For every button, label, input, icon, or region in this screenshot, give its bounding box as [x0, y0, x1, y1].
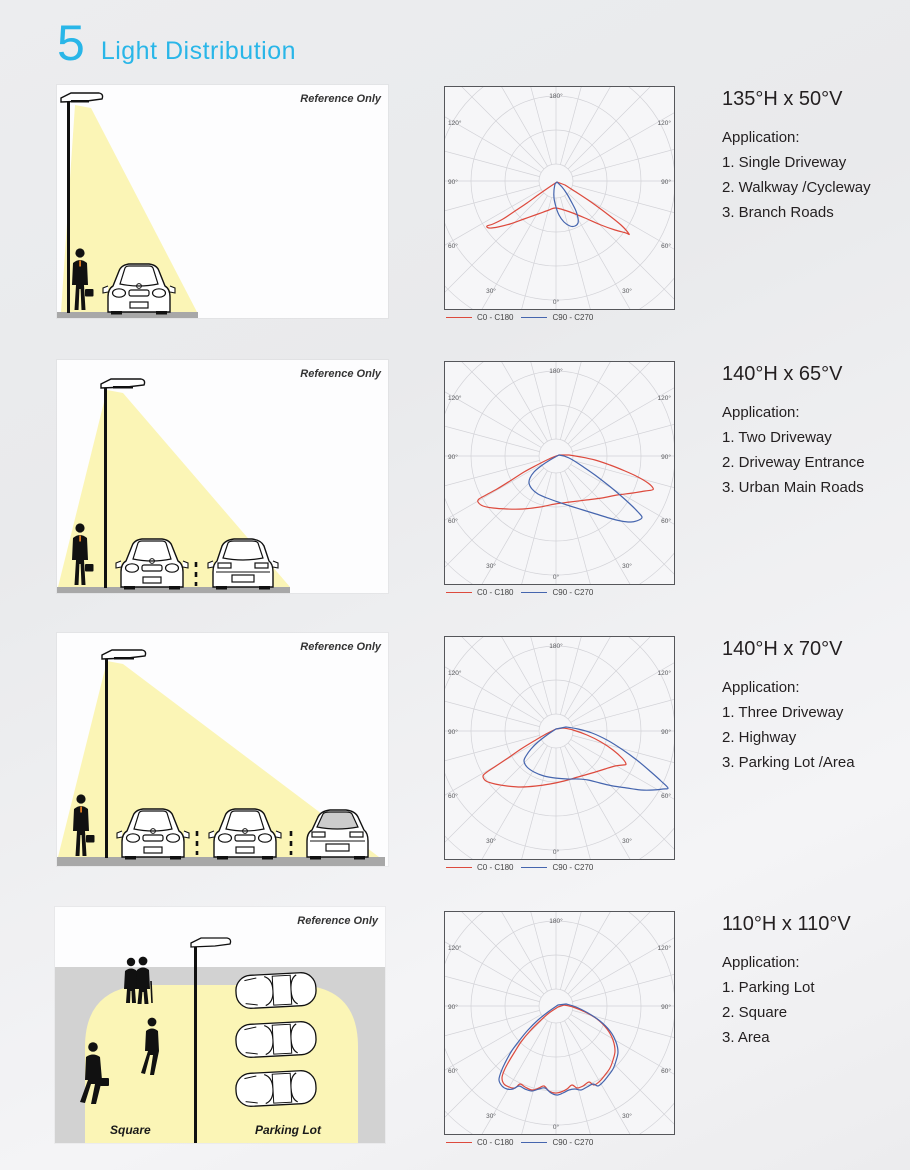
polar-angle-tick: 90° — [448, 454, 458, 461]
polar-angle-tick: 60° — [661, 243, 671, 250]
parking-lot-label: Parking Lot — [255, 1123, 322, 1137]
polar-angle-tick: 120° — [448, 670, 462, 677]
car-top-view — [235, 972, 317, 1009]
polar-angle-tick: 0° — [552, 1124, 560, 1131]
section-number: 5 — [57, 15, 85, 71]
ground — [57, 312, 198, 318]
c0-legend-label: C0 - C180 — [477, 862, 514, 872]
c90-legend-label: C90 - C270 — [552, 862, 594, 872]
section-header — [57, 15, 297, 71]
spec-block-3 — [722, 638, 902, 775]
street-scene-2 — [57, 360, 388, 593]
street-scene-1 — [57, 85, 388, 318]
polar-angle-tick: 90° — [448, 1004, 458, 1011]
chart-legend — [446, 311, 593, 323]
chart-legend — [446, 586, 593, 598]
reference-only-label: Reference Only — [300, 641, 381, 653]
polar-angle-tick: 180° — [549, 643, 563, 650]
c0-legend-line — [446, 592, 472, 593]
c90-legend-line — [521, 867, 547, 868]
application-item: 2. Driveway Entrance — [722, 454, 865, 471]
photometric-polar-chart — [445, 637, 674, 859]
chart-legend — [446, 861, 593, 873]
polar-angle-tick: 180° — [549, 93, 563, 100]
beam-angle-spec: 140°H x 65°V — [722, 363, 843, 385]
reference-only-label: Reference Only — [297, 915, 378, 927]
polar-angle-tick: 0° — [552, 299, 560, 306]
polar-angle-tick: 30° — [486, 1113, 496, 1120]
reference-only-label: Reference Only — [300, 93, 381, 105]
polar-angle-tick: 0° — [552, 849, 560, 856]
illustration-single-driveway — [57, 85, 388, 318]
beam-angle-spec: 135°H x 50°V — [722, 88, 843, 110]
spec-block-2 — [722, 363, 902, 500]
polar-angle-tick: 30° — [486, 838, 496, 845]
application-item: 3. Area — [722, 1029, 770, 1046]
polar-angle-tick: 180° — [549, 918, 563, 925]
c90-legend-line — [521, 592, 547, 593]
plan-view-scene — [55, 907, 385, 1143]
polar-chart-2 — [444, 361, 675, 585]
polar-angle-tick: 0° — [552, 574, 560, 581]
page-title: Light Distribution — [100, 37, 297, 65]
application-item: 3. Urban Main Roads — [722, 479, 864, 496]
street-scene-3 — [57, 633, 388, 866]
c0-legend-label: C0 - C180 — [477, 587, 514, 597]
polar-angle-tick: 60° — [448, 1068, 458, 1075]
polar-chart-1 — [444, 86, 675, 310]
polar-angle-tick: 180° — [549, 368, 563, 375]
photometric-polar-chart — [445, 912, 674, 1134]
chart-legend — [446, 1136, 593, 1148]
polar-angle-tick: 30° — [622, 838, 632, 845]
c0-legend-line — [446, 1142, 472, 1143]
polar-angle-tick: 30° — [486, 288, 496, 295]
polar-angle-tick: 120° — [657, 395, 671, 402]
polar-angle-tick: 90° — [661, 1004, 671, 1011]
beam-angle-spec: 140°H x 70°V — [722, 638, 843, 660]
c90-legend-label: C90 - C270 — [552, 587, 594, 597]
square-label: Square — [110, 1123, 151, 1137]
application-item: 2. Square — [722, 1004, 788, 1021]
car-top-view — [235, 1021, 317, 1058]
reference-only-label: Reference Only — [300, 368, 381, 380]
polar-angle-tick: 60° — [661, 1068, 671, 1075]
polar-angle-tick: 30° — [486, 563, 496, 570]
c90-legend-label: C90 - C270 — [552, 1137, 594, 1147]
application-label: Application: — [722, 954, 800, 971]
c0-legend-line — [446, 867, 472, 868]
curve-c90-c270 — [529, 455, 642, 522]
polar-angle-tick: 90° — [448, 729, 458, 736]
c90-legend-line — [521, 317, 547, 318]
polar-angle-tick: 120° — [657, 945, 671, 952]
application-label: Application: — [722, 404, 800, 421]
polar-angle-tick: 90° — [448, 179, 458, 186]
c90-legend-line — [521, 1142, 547, 1143]
polar-angle-tick: 120° — [657, 670, 671, 677]
polar-angle-tick: 60° — [448, 243, 458, 250]
polar-angle-tick: 60° — [661, 518, 671, 525]
polar-angle-tick: 120° — [448, 120, 462, 127]
car-top-view — [235, 1070, 317, 1107]
c90-legend-label: C90 - C270 — [552, 312, 594, 322]
application-item: 1. Two Driveway — [722, 429, 832, 446]
polar-angle-tick: 120° — [657, 120, 671, 127]
polar-angle-tick: 30° — [622, 563, 632, 570]
illustration-three-driveway — [57, 633, 388, 866]
polar-angle-tick: 120° — [448, 395, 462, 402]
photometric-polar-chart — [445, 87, 674, 309]
polar-angle-tick: 90° — [661, 729, 671, 736]
polar-angle-tick: 90° — [661, 179, 671, 186]
polar-angle-tick: 60° — [661, 793, 671, 800]
polar-angle-tick: 30° — [622, 1113, 632, 1120]
c0-legend-label: C0 - C180 — [477, 312, 514, 322]
illustration-square-parking — [55, 907, 385, 1143]
application-item: 3. Branch Roads — [722, 204, 834, 221]
application-item: 1. Parking Lot — [722, 979, 815, 996]
application-label: Application: — [722, 129, 800, 146]
spec-block-4 — [722, 913, 902, 1050]
application-item: 1. Three Driveway — [722, 704, 844, 721]
polar-angle-tick: 60° — [448, 518, 458, 525]
polar-angle-tick: 30° — [622, 288, 632, 295]
application-item: 3. Parking Lot /Area — [722, 754, 855, 771]
polar-angle-tick: 90° — [661, 454, 671, 461]
beam-angle-spec: 110°H x 110°V — [722, 913, 851, 935]
polar-angle-tick: 120° — [448, 945, 462, 952]
polar-chart-4 — [444, 911, 675, 1135]
polar-angle-tick: 60° — [448, 793, 458, 800]
spec-block-1 — [722, 88, 902, 225]
photometric-polar-chart — [445, 362, 674, 584]
light-pool — [85, 985, 358, 1143]
polar-chart-3 — [444, 636, 675, 860]
application-item: 1. Single Driveway — [722, 154, 847, 171]
application-item: 2. Walkway /Cycleway — [722, 179, 871, 196]
application-label: Application: — [722, 679, 800, 696]
c0-legend-label: C0 - C180 — [477, 1137, 514, 1147]
application-item: 2. Highway — [722, 729, 797, 746]
illustration-two-driveway — [57, 360, 388, 593]
c0-legend-line — [446, 317, 472, 318]
